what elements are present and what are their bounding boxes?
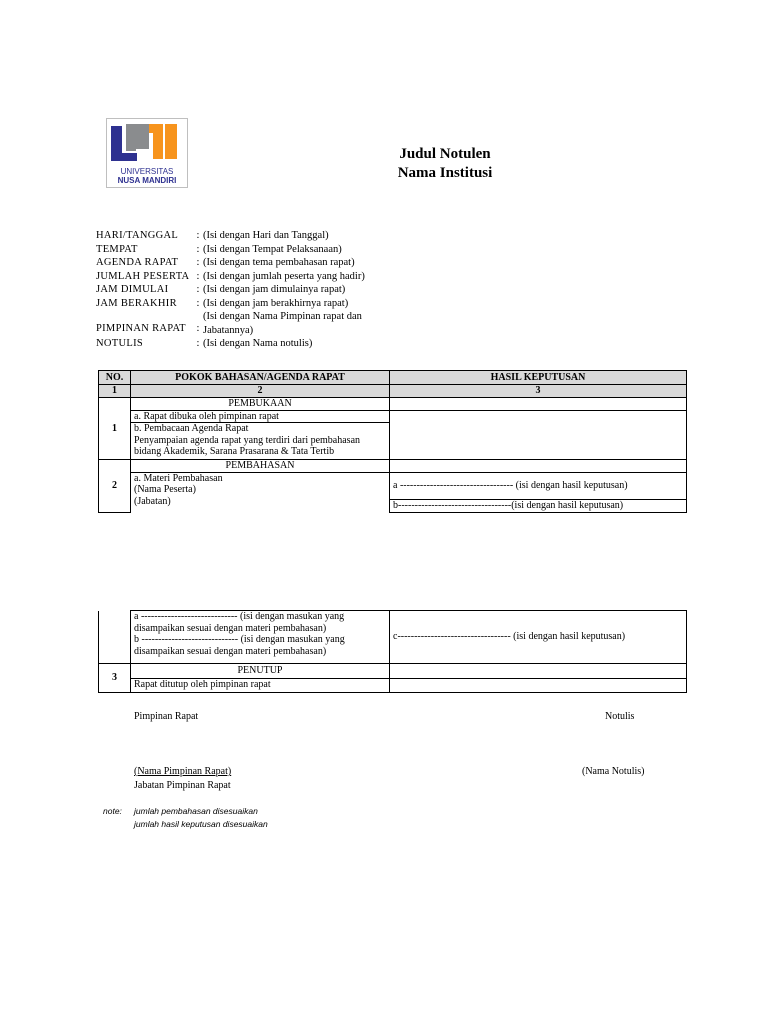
table-row <box>99 664 687 679</box>
info-colon: : <box>196 297 200 309</box>
info-row-participants <box>96 270 516 284</box>
notetaker-name: (Nama Notulis) <box>582 766 645 777</box>
institution-name: Nama Institusi <box>397 165 493 181</box>
info-label: JAM DIMULAI <box>96 284 169 295</box>
note-label: note: <box>103 806 122 816</box>
info-value: (Isi dengan jumlah peserta yang hadir) <box>203 270 365 282</box>
input-note: a ----------------------------- (isi dengan masukan yang disampaikan sesuai dengan materi pembahasan) <box>134 611 345 634</box>
info-colon: : <box>196 338 200 349</box>
table-row <box>99 410 687 423</box>
info-label: TEMPAT <box>96 243 138 255</box>
agenda-item-title: a. Materi Pembahasan <box>134 472 223 484</box>
info-label: JAM BERAKHIR <box>96 297 177 309</box>
section-title: PEMBAHASAN <box>131 460 390 473</box>
info-row-date <box>96 229 516 243</box>
input-note: b ----------------------------- (isi dengan masukan yang disampaikan sesuai dengan materi pembahasan) <box>134 634 345 657</box>
unm-logo-icon <box>107 119 187 187</box>
info-value: (Isi dengan Nama Pimpinan rapat dan Jabatannya) <box>203 311 362 336</box>
info-label: PIMPINAN RAPAT <box>96 323 186 334</box>
info-label: AGENDA RAPAT <box>96 257 179 268</box>
info-value: (Isi dengan Tempat Pelaksanaan) <box>203 243 342 255</box>
agenda-item <box>131 472 390 512</box>
empty-cell <box>390 460 687 473</box>
table-row <box>99 398 687 411</box>
minutes-table-continued <box>98 610 687 693</box>
section-title: PENUTUP <box>131 664 390 679</box>
empty-cell <box>390 410 687 460</box>
info-row-start <box>96 283 516 297</box>
table-row <box>99 472 687 499</box>
section-title: PEMBUKAAN <box>131 398 390 411</box>
note-line: jumlah hasil keputusan disesuaikan <box>134 819 268 829</box>
info-value: (Isi dengan jam dimulainya rapat) <box>203 284 346 295</box>
info-label: NOTULIS <box>96 338 144 349</box>
info-row-place <box>96 243 516 257</box>
document-title: Judul Notulen <box>399 146 491 162</box>
info-value: (Isi dengan Nama notulis) <box>203 338 313 349</box>
col-number: 2 <box>131 385 390 398</box>
empty-cell <box>390 398 687 411</box>
participant-name: (Nama Peserta) <box>134 484 196 495</box>
info-colon: : <box>196 270 200 282</box>
meeting-info <box>96 229 516 351</box>
leader-signature-label: Pimpinan Rapat <box>134 711 199 722</box>
col-number: 3 <box>390 385 687 398</box>
col-number: 1 <box>99 385 131 398</box>
info-colon: : <box>196 323 200 334</box>
info-value: (Isi dengan tema pembahasan rapat) <box>203 257 355 268</box>
input-notes <box>131 611 390 664</box>
table-row <box>99 678 687 693</box>
header-topic: POKOK BAHASAN/AGENDA RAPAT <box>131 371 390 385</box>
info-colon: : <box>196 284 200 295</box>
agenda-item-title: b. Pembacaan Agenda Rapat <box>134 423 249 434</box>
info-row-notetaker <box>96 337 516 351</box>
decision-cell: b----------------------------------(isi dengan hasil keputusan) <box>390 499 687 512</box>
info-row-leader <box>96 310 516 337</box>
info-value: (Isi dengan jam berakhirnya rapat) <box>203 297 349 309</box>
minutes-table <box>98 370 687 513</box>
decision-cell: a ---------------------------------- (isi dengan hasil keputusan) <box>390 472 687 499</box>
university-logo <box>106 118 188 188</box>
info-row-end <box>96 297 516 311</box>
table-row <box>99 460 687 473</box>
leader-name: (Nama Pimpinan Rapat) <box>134 766 232 777</box>
decision-cell: c---------------------------------- (isi dengan hasil keputusan) <box>390 611 687 664</box>
info-colon: : <box>196 257 200 268</box>
agenda-item: Rapat ditutup oleh pimpinan rapat <box>131 678 390 693</box>
table-header-row <box>99 371 687 385</box>
info-colon: : <box>196 243 200 255</box>
agenda-item-desc: Penyampaian agenda rapat yang terdiri dari pembahasan bidang Akademik, Sarana Prasarana & Tata Tertib <box>134 434 361 457</box>
info-label: JUMLAH PESERTA <box>96 270 190 282</box>
info-colon: : <box>196 230 200 241</box>
header-no: NO. <box>99 371 131 385</box>
info-value: (Isi dengan Hari dan Tanggal) <box>203 230 329 241</box>
empty-cell <box>390 678 687 693</box>
agenda-item: a. Rapat dibuka oleh pimpinan rapat <box>131 410 390 423</box>
header-decision: HASIL KEPUTUSAN <box>390 371 687 385</box>
info-label: HARI/TANGGAL <box>96 230 179 241</box>
logo-text-2: NUSA MANDIRI <box>117 176 177 185</box>
empty-cell <box>390 664 687 679</box>
agenda-item <box>131 423 390 460</box>
note-line: jumlah pembahasan disesuaikan <box>134 806 258 816</box>
table-row <box>99 611 687 664</box>
row-number: 1 <box>99 398 131 460</box>
row-number: 3 <box>99 664 131 693</box>
notetaker-signature-label: Notulis <box>605 711 635 722</box>
row-number: 2 <box>99 460 131 513</box>
logo-text-1: UNIVERSITAS <box>120 167 174 176</box>
leader-position: Jabatan Pimpinan Rapat <box>134 780 231 791</box>
table-number-row <box>99 385 687 398</box>
info-row-agenda <box>96 256 516 270</box>
empty-cell <box>99 611 131 664</box>
participant-position: (Jabatan) <box>134 495 171 507</box>
